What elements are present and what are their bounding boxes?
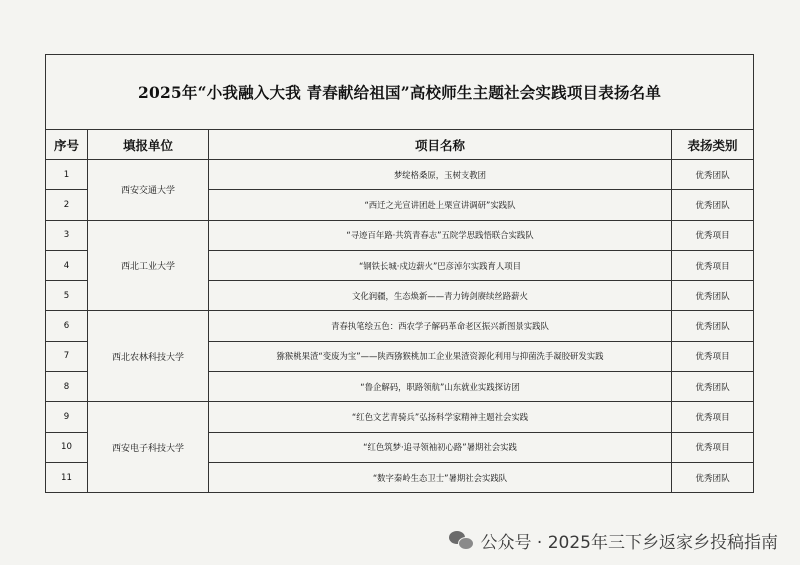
row-index: 5 <box>46 281 88 311</box>
header-row <box>46 130 754 160</box>
category-cell: 优秀团队 <box>672 281 754 311</box>
table-row <box>46 220 754 250</box>
document-title: 2025年“小我融入大我 青春献给祖国”高校师生主题社会实践项目表扬名单 <box>46 55 754 130</box>
wechat-icon <box>449 530 475 552</box>
category-cell: 优秀团队 <box>672 311 754 341</box>
project-name: 猕猴桃果渣“变废为宝”——陕西猕猴桃加工企业果渣资源化利用与抑菌洗手凝胶研发实践 <box>209 341 672 371</box>
row-index: 3 <box>46 220 88 250</box>
category-cell: 优秀团队 <box>672 160 754 190</box>
header-unit: 填报单位 <box>88 130 209 160</box>
category-cell: 优秀项目 <box>672 220 754 250</box>
project-name: 梦绽格桑原，玉树支教团 <box>209 160 672 190</box>
project-name: “数字秦岭生态卫士”暑期社会实践队 <box>209 462 672 492</box>
category-cell: 优秀团队 <box>672 190 754 220</box>
watermark-text: 公众号 · 2025年三下乡返家乡投稿指南 <box>480 533 778 553</box>
row-index: 4 <box>46 250 88 280</box>
row-index: 2 <box>46 190 88 220</box>
watermark <box>449 528 778 553</box>
category-cell: 优秀项目 <box>672 402 754 432</box>
category-cell: 优秀项目 <box>672 432 754 462</box>
category-cell: 优秀团队 <box>672 372 754 402</box>
table-row <box>46 311 754 341</box>
row-index: 8 <box>46 372 88 402</box>
category-cell: 优秀团队 <box>672 462 754 492</box>
project-name: “寻迹百年路·共筑青春志”五院学思践悟联合实践队 <box>209 220 672 250</box>
header-project: 项目名称 <box>209 130 672 160</box>
project-name: 文化润疆，生态焕新——青力铸剑赓续丝路薪火 <box>209 281 672 311</box>
project-name: “钢铁长城·戍边薪火”巴彦淖尔实践育人项目 <box>209 250 672 280</box>
table-row <box>46 402 754 432</box>
project-name: 青春执笔绘五色：西农学子解码革命老区振兴新图景实践队 <box>209 311 672 341</box>
header-category: 表扬类别 <box>672 130 754 160</box>
category-cell: 优秀项目 <box>672 250 754 280</box>
unit-cell: 西安交通大学 <box>88 160 209 221</box>
table-body <box>46 160 754 493</box>
row-index: 11 <box>46 462 88 492</box>
row-index: 10 <box>46 432 88 462</box>
row-index: 7 <box>46 341 88 371</box>
table-row <box>46 160 754 190</box>
commendation-table <box>45 54 754 493</box>
project-name: “鲁企解码，职路领航”山东就业实践探访团 <box>209 372 672 402</box>
unit-cell: 西北农林科技大学 <box>88 311 209 402</box>
header-index: 序号 <box>46 130 88 160</box>
project-name: “红色文艺青骑兵”弘扬科学家精神主题社会实践 <box>209 402 672 432</box>
unit-cell: 西北工业大学 <box>88 220 209 311</box>
row-index: 6 <box>46 311 88 341</box>
project-name: “红色筑梦·追寻领袖初心路”暑期社会实践 <box>209 432 672 462</box>
unit-cell: 西安电子科技大学 <box>88 402 209 493</box>
row-index: 9 <box>46 402 88 432</box>
row-index: 1 <box>46 160 88 190</box>
category-cell: 优秀项目 <box>672 341 754 371</box>
project-name: “西迁之光宣讲团赴上栗宣讲调研”实践队 <box>209 190 672 220</box>
